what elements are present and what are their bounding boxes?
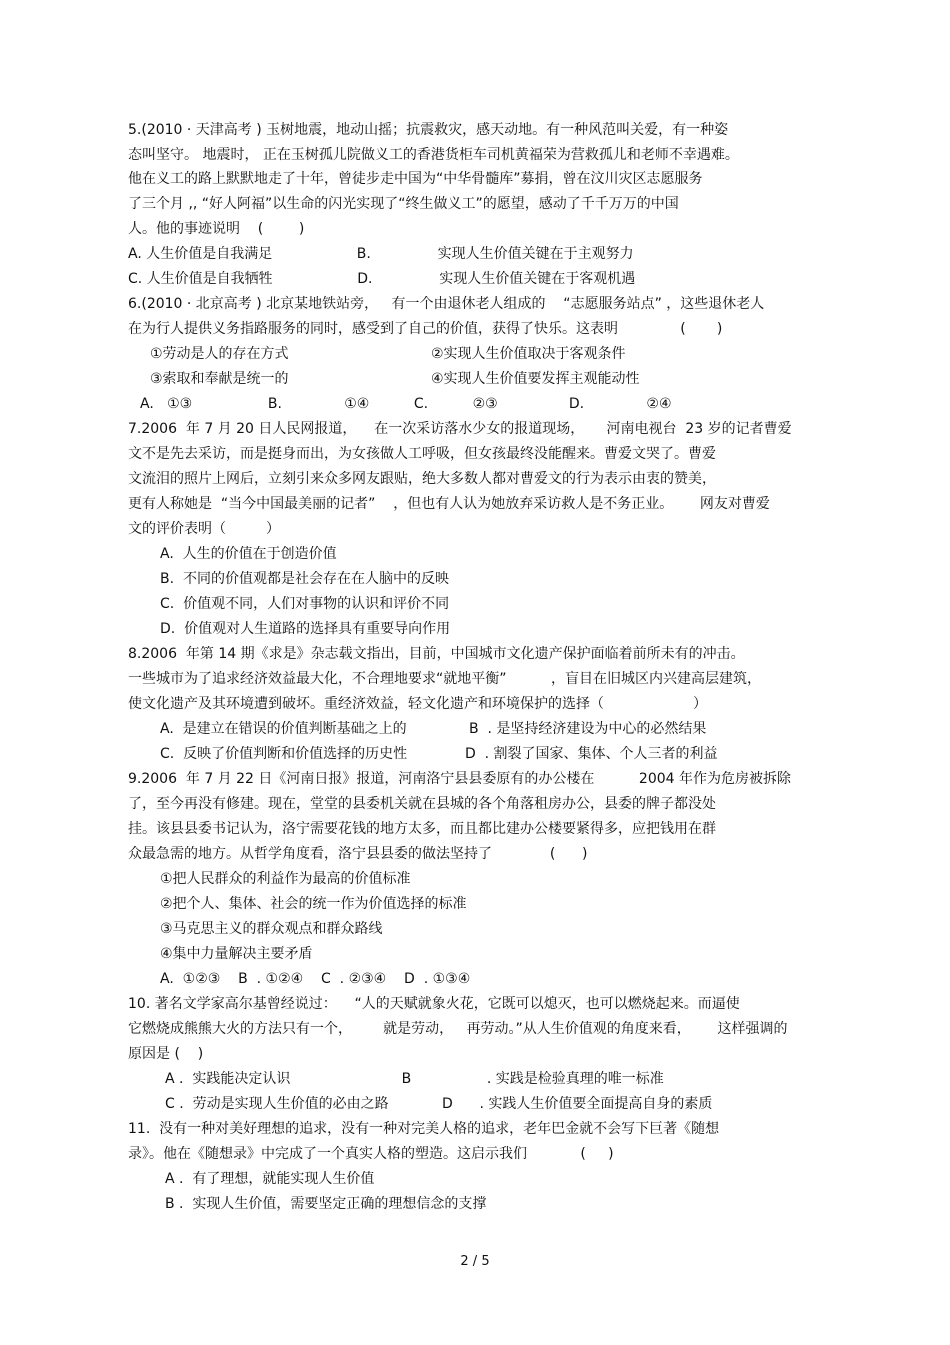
text-line: 6.(2010 · 北京高考 ) 北京某地铁站旁， 有一个由退休老人组成的 “志愿服务站点” ，这些退休老人 <box>128 296 765 312</box>
text-line: 人。他的事迹说明 ( ) <box>128 221 305 237</box>
text-line: 文不是先去采访，而是挺身而出，为女孩做人工呼吸，但女孩最终没能醒来。曹爱文哭了。曹爱 <box>128 446 716 462</box>
text-line: 8.2006 年第 14 期《求是》杂志载文指出，目前，中国城市文化遗产保护面临着前所未有的冲击。 <box>128 646 745 662</box>
option-line: D. 价值观对人生道路的选择具有重要导向作用 <box>160 621 451 637</box>
statement-line: ②把个人、集体、社会的统一作为价值选择的标准 <box>160 896 467 912</box>
text-line: 文流泪的照片上网后，立刻引来众多网友跟贴，绝大多数人都对曹爱文的行为表示由衷的赞美， <box>128 471 716 487</box>
statement-line: ③索取和奉献是统一的 ④实现人生价值要发挥主观能动性 <box>150 371 640 387</box>
text-line: 原因是 ( ) <box>128 1046 204 1062</box>
text-line: 文的评价表明（ ） <box>128 521 281 537</box>
option-line: B . 实现人生价值，需要坚定正确的理想信念的支撑 <box>165 1196 487 1212</box>
text-line: 他在义工的路上默默地走了十年，曾徒步走中国为“中华骨髓库”募捐，曾在汶川灾区志愿服务 <box>128 171 703 187</box>
statement-line: ①把人民群众的利益作为最高的价值标准 <box>160 871 411 887</box>
text-line: 5.(2010 · 天津高考 ) 玉树地震，地动山摇；抗震救灾，感天动地。有一种风范叫关爱，有一种姿 <box>128 122 729 138</box>
option-line: A . 有了理想，就能实现人生价值 <box>165 1171 375 1187</box>
text-line: 使文化遗产及其环境遭到破坏。重经济效益，轻文化遗产和环境保护的选择（ ） <box>128 696 708 712</box>
option-line: A . 实践能决定认识 B . 实践是检验真理的唯一标准 <box>165 1071 664 1087</box>
statement-line: ④集中力量解决主要矛盾 <box>160 946 313 962</box>
text-line: 了，至今再没有修建。现在，堂堂的县委机关就在县城的各个角落租房办公，县委的牌子都没处 <box>128 796 716 812</box>
statement-line: ①劳动是人的存在方式 ②实现人生价值取决于客观条件 <box>150 346 626 362</box>
text-line: 11. 没有一种对美好理想的追求，没有一种对完美人格的追求，老年巴金就不会写下巨著《随想 <box>128 1121 720 1137</box>
option-line: C . 劳动是实现人生价值的必由之路 D . 实践人生价值要全面提高自身的素质 <box>165 1096 713 1112</box>
option-line: A. ①③ B. ①④ C. ②③ D. ②④ <box>140 396 672 412</box>
text-line: 众最急需的地方。从哲学角度看，洛宁县县委的做法坚持了 ( ) <box>128 846 588 862</box>
text-line: 一些城市为了追求经济效益最大化，不合理地要求“就地平衡” ，盲目在旧城区内兴建高层建筑， <box>128 671 762 687</box>
text-line: 录》。他在《随想录》中完成了一个真实人格的塑造。这启示我们 ( ) <box>128 1146 614 1162</box>
option-line: B. 不同的价值观都是社会存在在人脑中的反映 <box>160 571 449 587</box>
text-line: 更有人称她是 “当今中国最美丽的记者” ，但也有人认为她放弃采访救人是不务正业。 网友对曹爱 <box>128 496 770 512</box>
text-line: 在为行人提供义务指路服务的同时，感受到了自己的价值，获得了快乐。这表明 ( ) <box>128 321 723 337</box>
page-number: 2 / 5 <box>460 1254 490 1269</box>
option-line: C. 人生价值是自我牺牲 D. 实现人生价值关键在于客观机遇 <box>128 271 636 287</box>
text-line: 10. 著名文学家高尔基曾经说过： “人的天赋就象火花，它既可以熄灭，也可以燃烧起来。而逼使 <box>128 996 740 1012</box>
text-line: 态叫坚守。 地震时， 正在玉树孤儿院做义工的香港货柜车司机黄福荣为营救孤儿和老师不幸遇难。 <box>128 147 739 163</box>
option-line: A. 人生的价值在于创造价值 <box>160 546 337 562</box>
text-line: 了三个月 ,, “好人阿福”以生命的闪光实现了“终生做义工”的愿望，感动了千千万万的中国 <box>128 196 679 212</box>
text-line: 7.2006 年 7 月 20 日人民网报道， 在一次采访落水少女的报道现场， 河南电视台 23 岁的记者曹爱 <box>128 421 792 437</box>
text-line: 9.2006 年 7 月 22 日《河南日报》报道，河南洛宁县县委原有的办公楼在 2004 年作为危房被拆除 <box>128 771 791 787</box>
option-line: A. 是建立在错误的价值判断基础之上的 B . 是坚持经济建设为中心的必然结果 <box>160 721 707 737</box>
option-line: A. 人生价值是自我满足 B. 实现人生价值关键在于主观努力 <box>128 246 634 262</box>
option-line: C. 反映了价值判断和价值选择的历史性 D . 割裂了国家、集体、个人三者的利益 <box>160 746 718 762</box>
text-line: 挂。该县县委书记认为，洛宁需要花钱的地方太多，而且都比建办公楼要紧得多，应把钱用在群 <box>128 821 716 837</box>
option-line: A. ①②③ B . ①②④ C . ②③④ D . ①③④ <box>160 971 471 987</box>
statement-line: ③马克思主义的群众观点和群众路线 <box>160 921 383 937</box>
option-line: C. 价值观不同，人们对事物的认识和评价不同 <box>160 596 450 612</box>
text-line: 它燃烧成熊熊大火的方法只有一个， 就是劳动， 再劳动。”从人生价值观的角度来看， 这样强调的 <box>128 1021 788 1037</box>
